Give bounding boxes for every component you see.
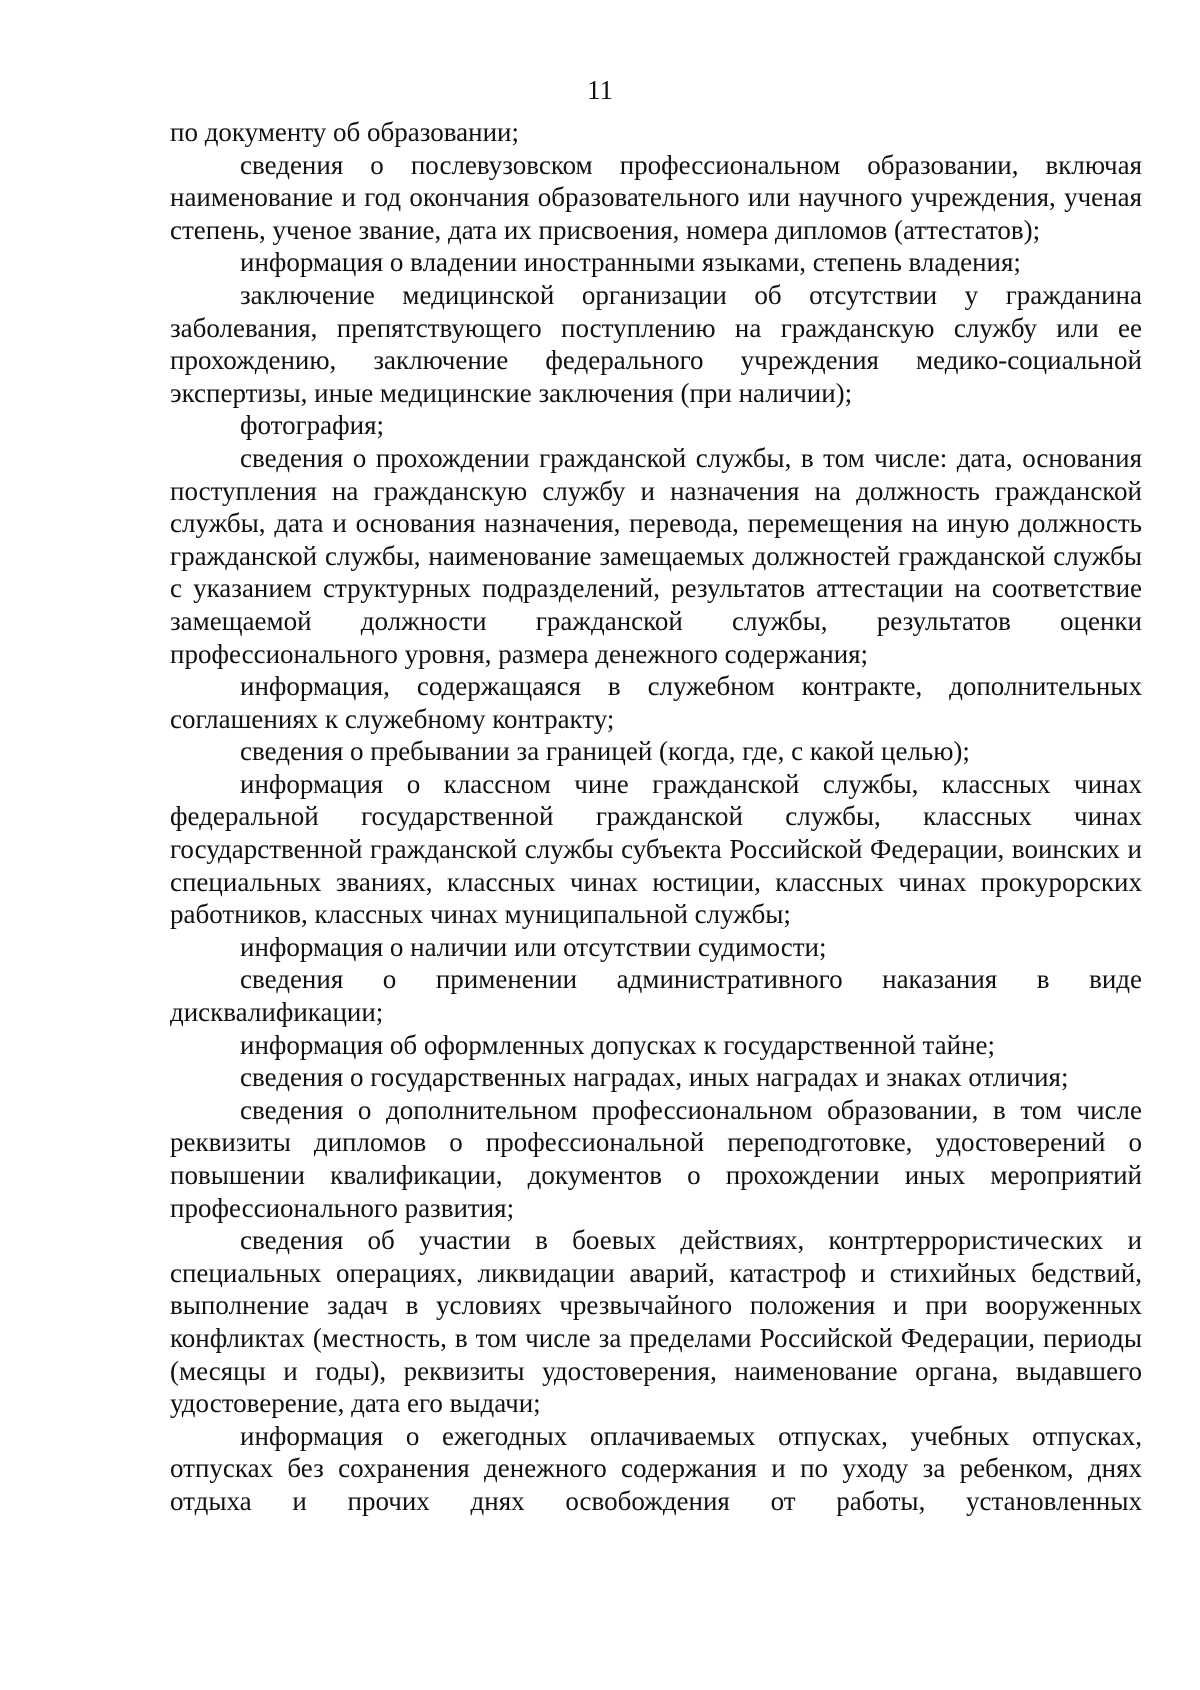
paragraph-12: информация об оформленных допусках к государственной тайне; (240, 1029, 995, 1060)
paragraph-10: информация о наличии или отсутствии судимости; (240, 931, 827, 962)
page-number: 11 (587, 75, 613, 105)
paragraph-11: сведения о применении административного наказания в виде дисквалификации; (170, 964, 1142, 1028)
paragraph-15: сведения об участии в боевых действиях, контртеррористических и специальных операциях, ликвидации аварий, катастроф и стихийных бедствий, выполнение задач в условиях чрезвычайного положения и при вооруженных конфликтах (местность, в том числе за пределами Российской Федерации, периоды (месяцы и годы), реквизиты удостоверения, наименование органа, выдавшего удостоверение, дата его выдачи; (170, 1225, 1142, 1419)
paragraph-9: информация о классном чине гражданской службы, классных чинах федеральной государственной гражданской службы, классных чинах государственной гражданской службы субъекта Российской Федерации, воинских и специальных званиях, классных чинах юстиции, классных чинах прокурорских работников, классных чинах муниципальной службы; (170, 768, 1142, 930)
document-body (170, 116, 1142, 1518)
paragraph-6: сведения о прохождении гражданской службы, в том числе: дата, основания поступления на гражданскую службу и назначения на должность гражданской службы, дата и основания назначения, перевода, перемещения на иную должность гражданской службы, наименование замещаемых должностей гражданской службы с указанием структурных подразделений, результатов аттестации на соответствие замещаемой должности гражданской службы, результатов оценки профессионального уровня, размера денежного содержания; (170, 442, 1142, 669)
paragraph-2: сведения о послевузовском профессиональном образовании, включая наименование и год окончания образовательного или научного учреждения, ученая степень, ученое звание, дата их присвоения, номера дипломов (аттестатов); (170, 149, 1142, 245)
paragraph-7: информация, содержащаяся в служебном контракте, дополнительных соглашениях к служебному контракту; (170, 671, 1142, 734)
paragraph-1: по документу об образовании; (170, 117, 519, 147)
paragraph-13: сведения о государственных наградах, иных наградах и знаках отличия; (240, 1062, 1069, 1093)
paragraph-3: информация о владении иностранными языками, степень владения; (240, 247, 1021, 278)
paragraph-16: информация о ежегодных оплачиваемых отпусках, учебных отпусках, отпусках без сохранения денежного содержания и по уходу за ребенком, днях отдыха и прочих днях освобождения от работы, установленных (170, 1420, 1142, 1516)
paragraph-14: сведения о дополнительном профессиональном образовании, в том числе реквизиты дипломов о профессиональной переподготовке, удостоверений о повышении квалификации, документов о прохождении иных мероприятий профессионального развития; (170, 1094, 1142, 1223)
paragraph-5: фотография; (240, 410, 385, 441)
paragraph-8: сведения о пребывании за границей (когда, где, с какой целью); (240, 736, 970, 767)
paragraph-4: заключение медицинской организации об отсутствии у гражданина заболевания, препятствующего поступлению на гражданскую службу или ее прохождению, заключение федерального учреждения медико-социальной экспертизы, иные медицинские заключения (при наличии); (170, 279, 1142, 408)
